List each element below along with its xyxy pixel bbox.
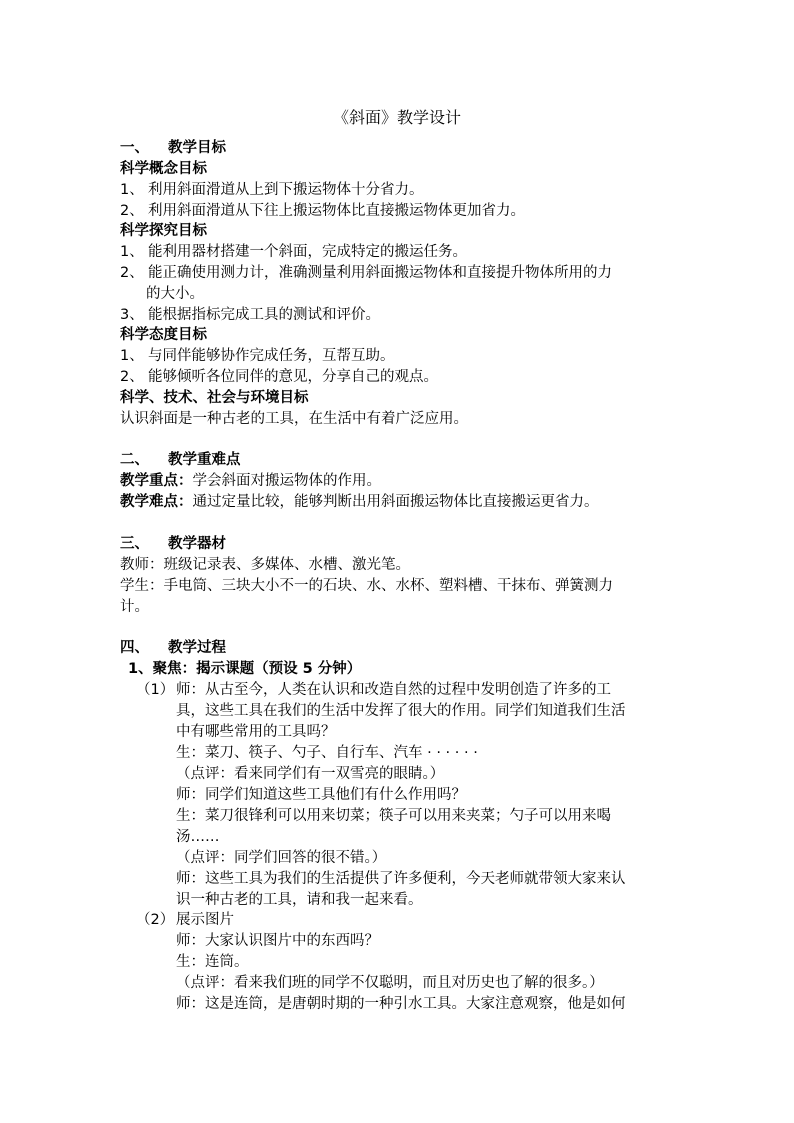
list-item: 1、 能利用器材搭建一个斜面，完成特定的搬运任务。 [120, 244, 467, 260]
dialogue-line: 师：这些工具为我们的生活提供了许多便利，今天老师就带领大家来认 [176, 871, 626, 887]
list-item: 2、 能够倾听各位同伴的意见，分享自己的观点。 [120, 369, 438, 385]
dialogue-line: 师：同学们知道这些工具他们有什么作用吗？ [176, 787, 466, 803]
paragraph: 认识斜面是一种古老的工具，在生活中有着广泛应用。 [120, 411, 468, 427]
comment-line: （点评：同学们回答的很不错。） [176, 850, 387, 866]
list-item-continuation: 的大小。 [146, 286, 204, 302]
subheading-sts: 科学、技术、社会与环境目标 [120, 390, 309, 406]
section-heading-materials [120, 534, 226, 555]
subheading-inquiry: 科学探究目标 [120, 223, 207, 239]
section-number: 二、 [120, 452, 149, 468]
subheading-attitude: 科学态度目标 [120, 327, 207, 343]
list-item: 1、 利用斜面滑道从上到下搬运物体十分省力。 [120, 182, 424, 198]
teacher-materials: 教师：班级记录表、多媒体、水槽、激光笔。 [120, 557, 410, 573]
list-item: 1、 与同伴能够协作完成任务，互帮互助。 [120, 348, 395, 364]
dialogue-line: 中有哪些常用的工具吗？ [176, 724, 336, 740]
dialogue-line: 师：从古至今，人类在认识和改造自然的过程中发明创造了许多的工 [176, 682, 611, 698]
student-materials: 学生：手电筒、三块大小不一的石块、水、水杯、塑料槽、干抹布、弹簧测力 [120, 578, 613, 594]
subheading-concept: 科学概念目标 [120, 161, 207, 177]
comment-line: （点评：看来我们班的同学不仅聪明，而且对历史也了解的很多。） [176, 975, 604, 991]
step-heading: 1、聚焦：揭示课题（预设 5 分钟） [128, 661, 362, 677]
key-point: 教学重点：学会斜面对搬运物体的作用。 [120, 473, 381, 489]
dialogue-line: 展示图片 [176, 912, 234, 928]
list-item: 2、 能正确使用测力计，准确测量利用斜面搬运物体和直接提升物体所用的力 [120, 265, 612, 281]
section-number: 一、 [120, 140, 149, 156]
section-heading-process [120, 638, 226, 659]
dialogue-line: 生：菜刀、筷子、勺子、自行车、汽车 · · · · · · [176, 745, 478, 761]
dialogue-line: 具，这些工具在我们的生活中发挥了很大的作用。同学们知道我们生活 [176, 703, 626, 719]
dialogue-line: 识一种古老的工具，请和我一起来看。 [176, 892, 423, 908]
part-number: （1） [136, 682, 175, 698]
section-heading-objectives [120, 138, 226, 159]
list-item: 3、 能根据指标完成工具的测试和评价。 [120, 307, 380, 323]
dialogue-line: 生：连筒。 [176, 954, 249, 970]
comment-line: （点评：看来同学们有一双雪亮的眼睛。） [176, 766, 445, 782]
section-title: 教学器材 [168, 536, 226, 552]
section-title: 教学过程 [168, 640, 226, 656]
section-title: 教学重难点 [168, 452, 241, 468]
section-title: 教学目标 [168, 140, 226, 156]
dialogue-line: 汤…… [176, 829, 220, 845]
section-heading-keypoints [120, 450, 241, 471]
list-item: 2、 利用斜面滑道从下往上搬运物体比直接搬运物体更加省力。 [120, 203, 525, 219]
dialogue-line: 生：菜刀很锋利可以用来切菜；筷子可以用来夹菜；勺子可以用来喝 [176, 808, 611, 824]
difficult-point: 教学难点：通过定量比较，能够判断出用斜面搬运物体比直接搬运更省力。 [120, 494, 599, 510]
student-materials-continuation: 计。 [120, 599, 149, 615]
document-title: 《斜面》教学设计 [332, 108, 461, 127]
dialogue-line: 师：大家认识图片中的东西吗？ [176, 933, 379, 949]
part-number: （2） [136, 912, 175, 928]
dialogue-line: 师：这是连筒，是唐朝时期的一种引水工具。大家注意观察，他是如何 [176, 996, 626, 1012]
section-number: 四、 [120, 640, 149, 656]
section-number: 三、 [120, 536, 149, 552]
